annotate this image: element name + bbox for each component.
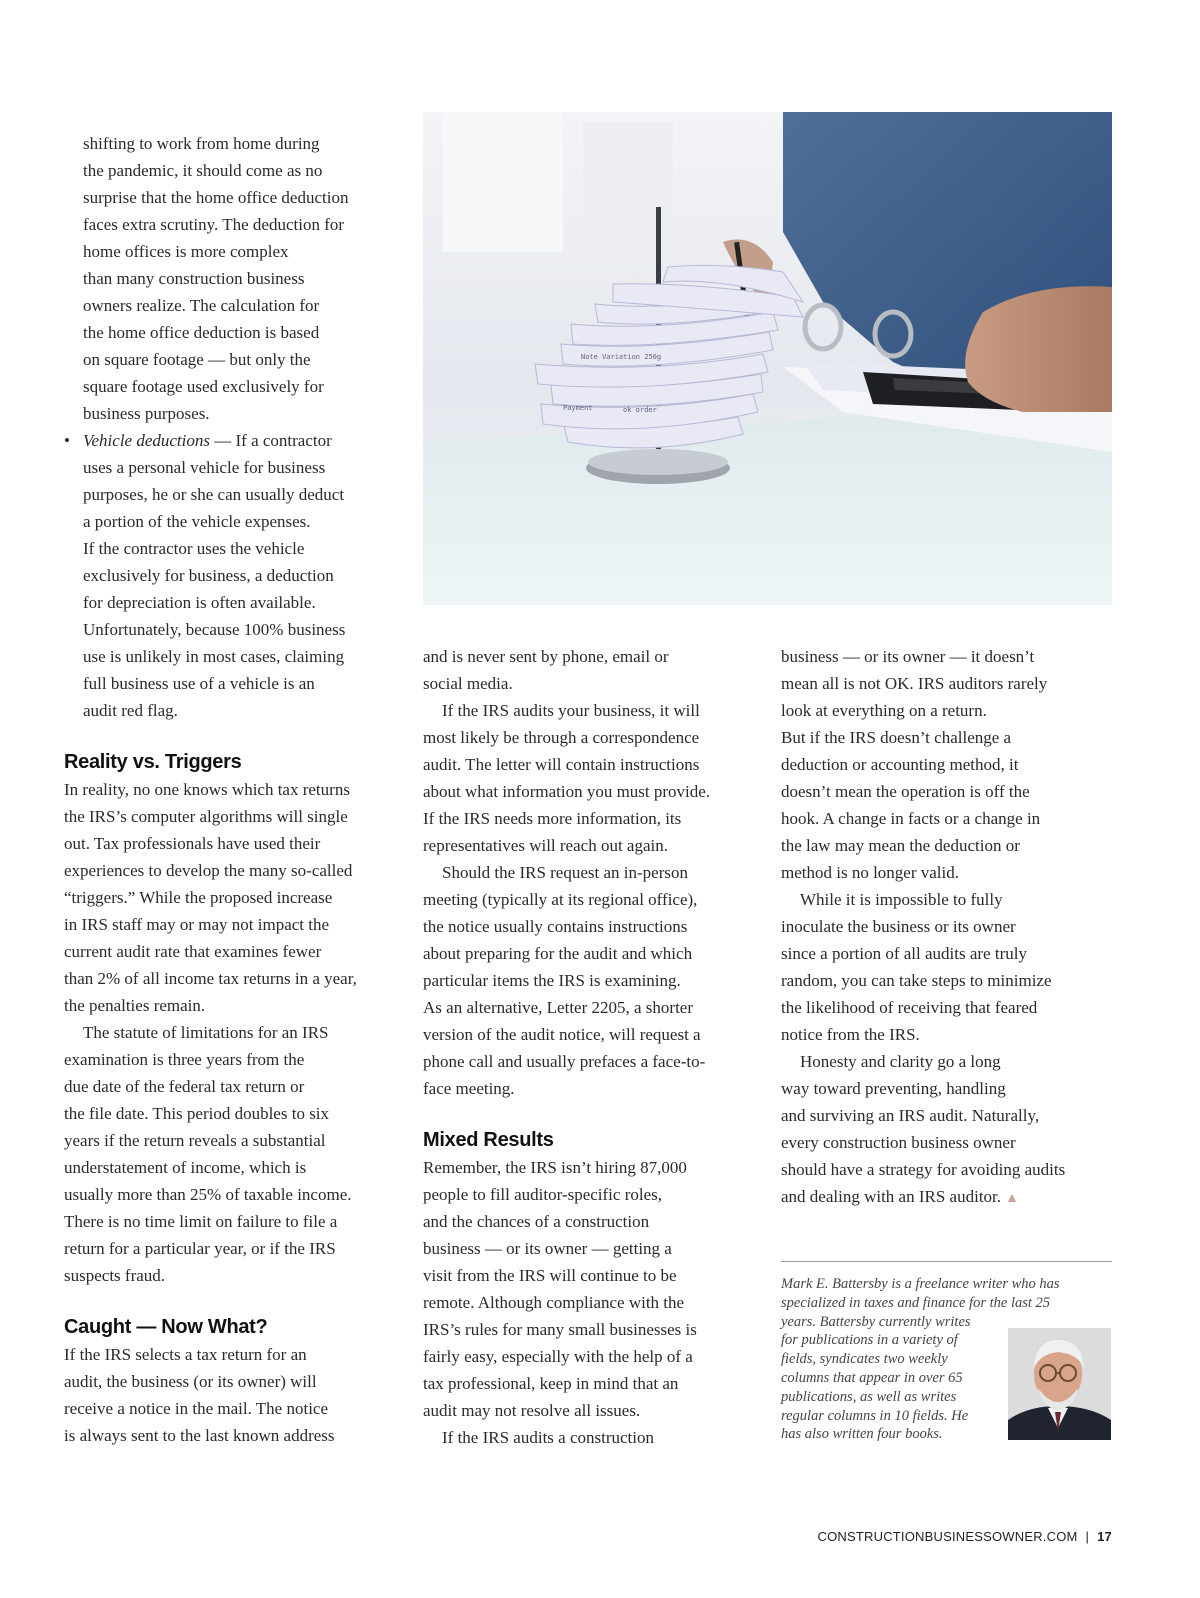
text-line: experiences to develop the many so-called [64,861,353,880]
text-line: While it is impossible to fully [800,890,1003,909]
text-line: If the IRS audits your business, it will [442,701,700,720]
right-column [781,643,1116,1212]
text-line: remote. Although compliance with the [423,1293,685,1312]
text-line: is always sent to the last known address [64,1426,335,1445]
photo-illustration [423,112,1112,605]
author-portrait [1008,1328,1111,1440]
text-line: the notice usually contains instructions [423,917,688,936]
receipts-spike-photo [423,112,1112,605]
text-line: than 2% of all income tax returns in a year, [64,969,357,988]
text-line: Should the IRS request an in-person [442,863,688,882]
text-line: the IRS’s computer algorithms will single [64,807,348,826]
bio-line: publications, as well as writes [781,1388,957,1405]
text-line: random, you can take steps to minimize [781,971,1052,990]
page-footer [818,1529,1112,1544]
text-line: Honesty and clarity go a long [800,1052,1001,1071]
paragraph [64,1341,404,1449]
text-line: In reality, no one knows which tax returns [64,780,350,799]
text-line: should have a strategy for avoiding audits [781,1160,1066,1179]
text-line: business — or its owner — getting a [423,1239,672,1258]
text-line: Remember, the IRS isn’t hiring 87,000 [423,1158,687,1177]
bio-line: columns that appear in over 65 [781,1369,963,1386]
text-line: particular items the IRS is examining. [423,971,681,990]
text-line: the file date. This period doubles to six [64,1104,330,1123]
text-line: doesn’t mean the operation is off the [781,782,1030,801]
text-line: owners realize. The calculation for [83,296,320,315]
text-line: the penalties remain. [64,996,206,1015]
text-line: tax professional, keep in mind that an [423,1374,679,1393]
bullet-term: Vehicle deductions [83,431,210,450]
text-line: and is never sent by phone, email or [423,647,669,666]
text-line: business purposes. [83,404,210,423]
text-line: years if the return reveals a substantial [64,1131,326,1150]
text-line: out. Tax professionals have used their [64,834,321,853]
text-line: surprise that the home office deduction [83,188,349,207]
text-line: If the IRS audits a construction [442,1428,654,1447]
text-line: There is no time limit on failure to file a [64,1212,338,1231]
middle-column [423,643,763,1451]
bio-line: fields, syndicates two weekly [781,1351,948,1368]
text-line: visit from the IRS will continue to be [423,1266,677,1285]
text-line: The statute of limitations for an IRS [83,1023,329,1042]
text-line: use is unlikely in most cases, claiming [83,647,345,666]
bio-line: specialized in taxes and finance for the last 25 [781,1294,1051,1311]
home-office-continuation [64,130,404,427]
text-line: purposes, he or she can usually deduct [83,485,345,504]
last-line-text: and dealing with an IRS auditor. [781,1187,1002,1206]
text-line: hook. A change in facts or a change in [781,809,1041,828]
text-line: deduction or accounting method, it [781,755,1019,774]
text-line: shifting to work from home during [83,134,320,153]
receipt-text: Payment [563,404,593,412]
text-line: fairly easy, especially with the help of a [423,1347,693,1366]
paragraph [423,1154,763,1424]
text-line: audit. The letter will contain instructions [423,755,700,774]
text-line: phone call and usually prefaces a face-to- [423,1052,706,1071]
text-line: IRS’s rules for many small businesses is [423,1320,697,1339]
text-line: mean all is not OK. IRS auditors rarely [781,674,1048,693]
text-line: on square footage — but only the [83,350,311,369]
left-column [64,130,404,1449]
paragraph [423,643,763,697]
bio-divider [781,1261,1112,1262]
text-line: a portion of the vehicle expenses. [83,512,311,531]
section-heading-caught-now-what: Caught — Now What? [64,1316,268,1338]
paragraph [781,643,1116,886]
text-line: If the contractor uses the vehicle [83,539,305,558]
text-line: suspects fraud. [64,1266,166,1285]
footer-separator: | [1085,1529,1090,1544]
text-line: examination is three years from the [64,1050,305,1069]
end-of-article-triangle-icon: ▲ [1005,1191,1019,1206]
page-number: 17 [1097,1529,1112,1544]
text-line: receive a notice in the mail. The notice [64,1399,329,1418]
text-line: since a portion of all audits are truly [781,944,1027,963]
text-line: method is no longer valid. [781,863,960,882]
text-line: Unfortunately, because 100% business [83,620,346,639]
text-line: business — or its owner — it doesn’t [781,647,1035,666]
text-line: audit red flag. [83,701,178,720]
receipt-text: ok order [623,406,657,414]
bio-line: regular columns in 10 fields. He [781,1407,969,1424]
vehicle-deductions-bullet [64,427,404,724]
text-line [781,1183,1116,1212]
text-line: way toward preventing, handling [781,1079,1006,1098]
text-line: exclusively for business, a deduction [83,566,334,585]
text-line: If the IRS needs more information, its [423,809,682,828]
text-line: “triggers.” While the proposed increase [64,888,333,907]
text-line: the likelihood of receiving that feared [781,998,1038,1017]
text-line: But if the IRS doesn’t challenge a [781,728,1012,747]
author-portrait-illustration [1008,1328,1111,1440]
text-line: the law may mean the deduction or [781,836,1020,855]
text-line: for depreciation is often available. [83,593,316,612]
text-line: and surviving an IRS audit. Naturally, [781,1106,1040,1125]
text-line: As an alternative, Letter 2205, a shorter [423,998,694,1017]
paragraph [781,886,1116,1048]
text-line: most likely be through a correspondence [423,728,700,747]
text-line: inoculate the business or its owner [781,917,1016,936]
paragraph [64,1019,404,1289]
text-line: meeting (typically at its regional office), [423,890,698,909]
bio-line: years. Battersby currently writes [781,1313,971,1330]
bio-line: has also written four books. [781,1426,943,1443]
text-line: audit may not resolve all issues. [423,1401,641,1420]
text-line: return for a particular year, or if the IRS [64,1239,336,1258]
bullet-marker: • [64,431,70,450]
text-line: If the IRS selects a tax return for an [64,1345,307,1364]
paragraph [423,697,763,859]
text-line: due date of the federal tax return or [64,1077,305,1096]
text-line: social media. [423,674,513,693]
text-line: square footage used exclusively for [83,377,324,396]
text-line: notice from the IRS. [781,1025,920,1044]
text-line [83,427,404,454]
bio-line: Mark E. Battersby is a freelance writer who has [781,1276,1060,1292]
text-line: about what information you must provide. [423,782,711,801]
section-heading-mixed-results: Mixed Results [423,1129,554,1151]
receipt-text: Note Variation 250g [581,353,662,361]
text-line: look at everything on a return. [781,701,987,720]
text-line: uses a personal vehicle for business [83,458,326,477]
text-line: the pandemic, it should come as no [83,161,323,180]
footer-site: CONSTRUCTIONBUSINESSOWNER.COM [817,1529,1078,1544]
text-line: faces extra scrutiny. The deduction for [83,215,345,234]
text-line: full business use of a vehicle is an [83,674,315,693]
text-line: version of the audit notice, will request a [423,1025,701,1044]
text-line: audit, the business (or its owner) will [64,1372,317,1391]
section-heading-reality-vs-triggers: Reality vs. Triggers [64,751,242,773]
text-line: current audit rate that examines fewer [64,942,322,961]
paragraph [423,859,763,1102]
bio-line: for publications in a variety of [781,1332,958,1349]
text-line: every construction business owner [781,1133,1016,1152]
bullet-first-rest: — If a contractor [210,431,332,450]
text-line: the home office deduction is based [83,323,320,342]
text-line: than many construction business [83,269,305,288]
text-line: people to fill auditor-specific roles, [423,1185,662,1204]
paragraph [64,776,404,1019]
text-line: understatement of income, which is [64,1158,307,1177]
text-line: and the chances of a construction [423,1212,650,1231]
text-line: face meeting. [423,1079,515,1098]
text-line: in IRS staff may or may not impact the [64,915,330,934]
text-line: usually more than 25% of taxable income. [64,1185,352,1204]
paragraph [423,1424,763,1451]
paragraph [781,1048,1116,1212]
text-line: home offices is more complex [83,242,289,261]
text-line: about preparing for the audit and which [423,944,693,963]
text-line: representatives will reach out again. [423,836,668,855]
